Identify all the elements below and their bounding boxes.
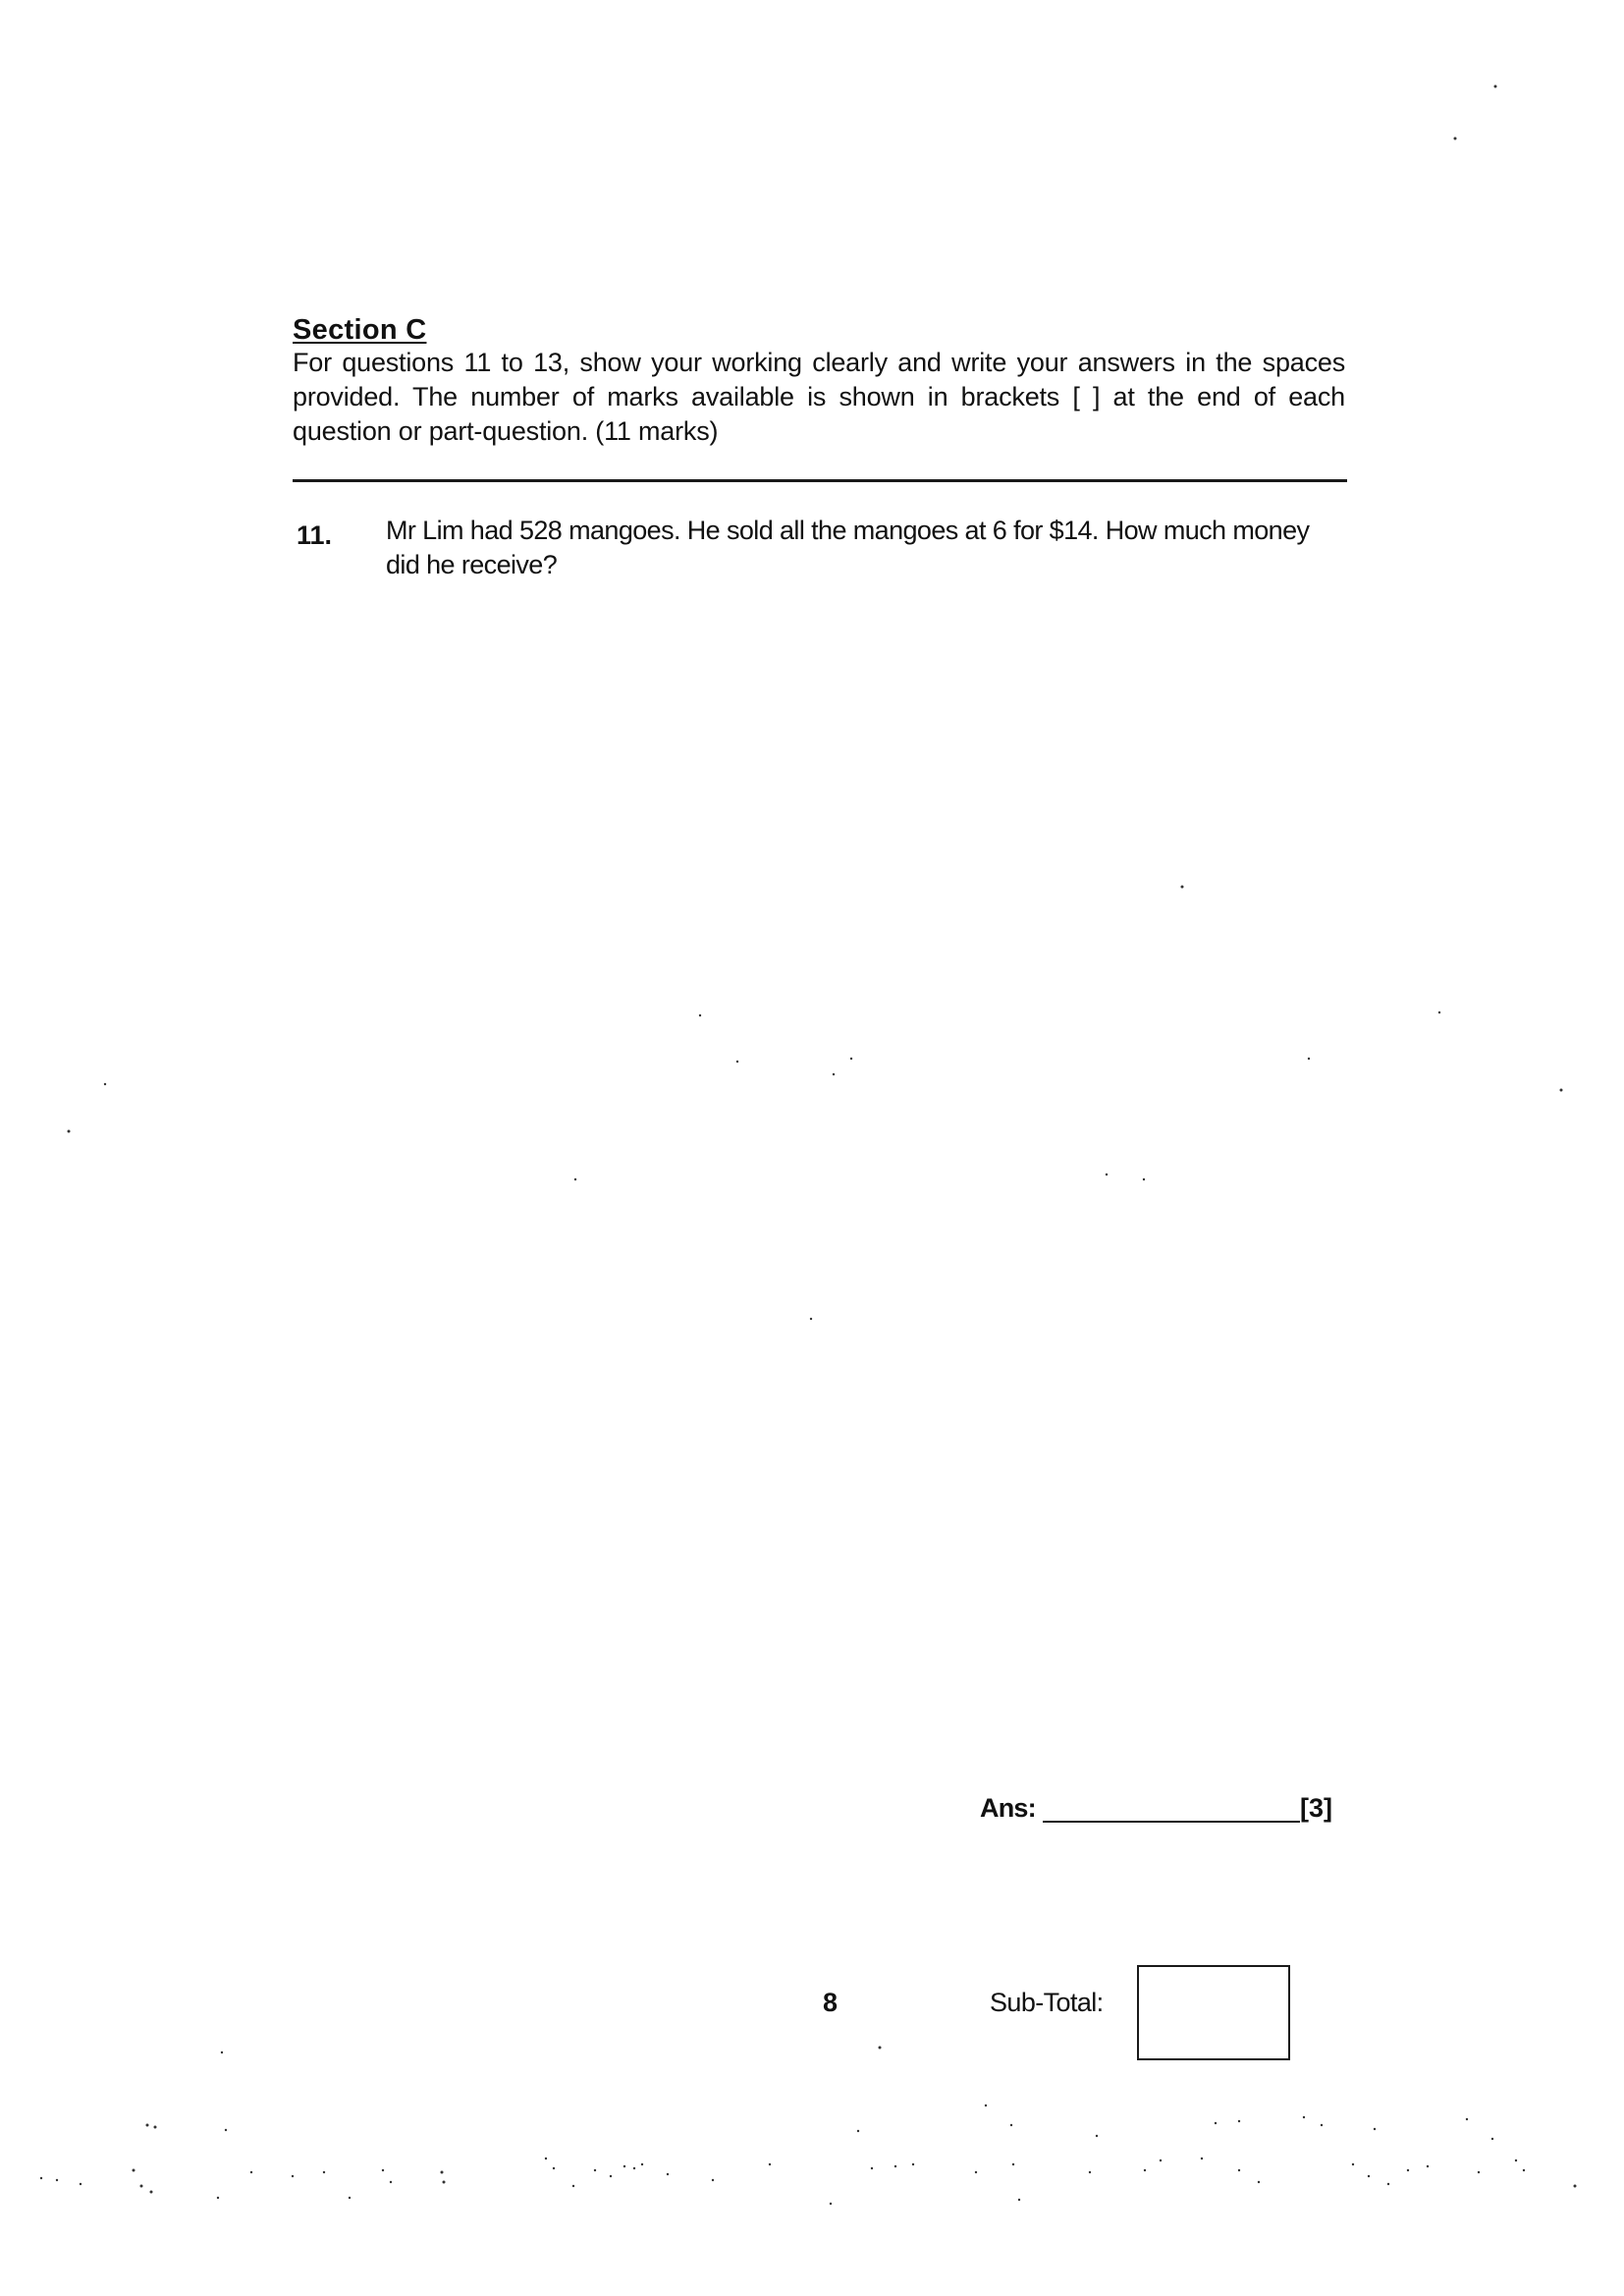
section-instructions: For questions 11 to 13, show your working clearly and write your answers in the spaces provided. The number of marks available is shown in brackets [ ] at the end of each question or part-question. (11 marks) xyxy=(293,348,1345,446)
section-divider xyxy=(293,479,1347,482)
page-number: 8 xyxy=(823,1988,839,2017)
question-number: 11. xyxy=(297,520,333,550)
question-text: Mr Lim had 528 mangoes. He sold all the mangoes at 6 for $14. How much money did he receive? xyxy=(386,516,1310,579)
section-title: Section C xyxy=(293,314,427,346)
subtotal-label: Sub-Total: xyxy=(990,1988,1104,2017)
subtotal-box[interactable] xyxy=(1137,1965,1290,2060)
answer-label: Ans: xyxy=(980,1793,1036,1823)
answer-row xyxy=(980,1787,1353,1827)
answer-marks: [3] xyxy=(1300,1793,1332,1823)
answer-line[interactable] xyxy=(1043,1821,1300,1823)
